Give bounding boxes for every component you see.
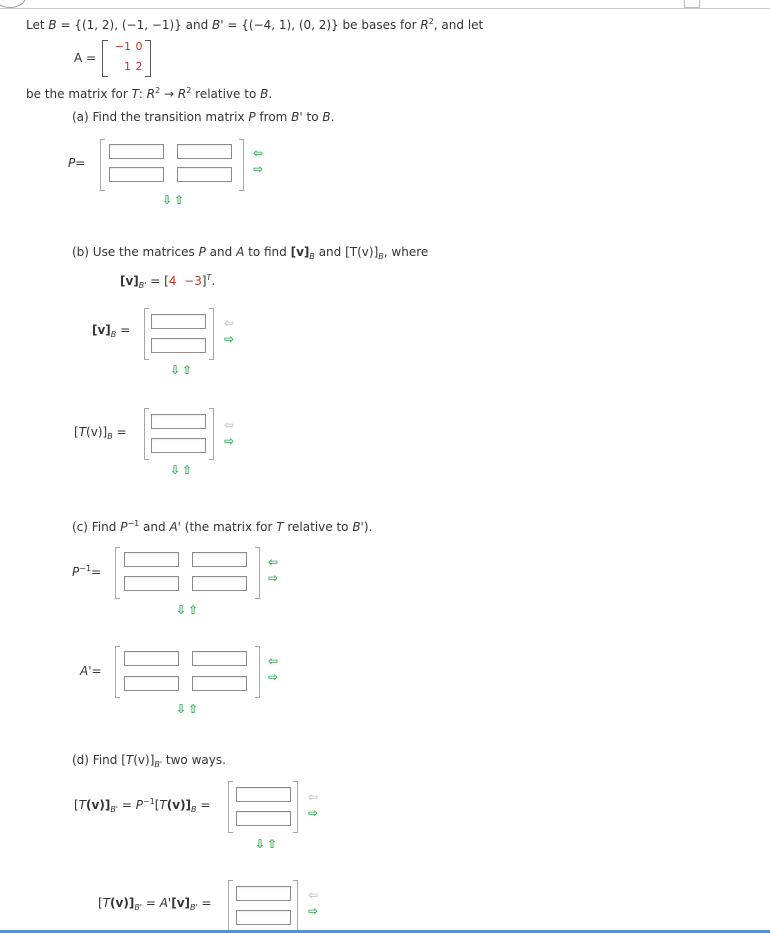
vector-tv-b-entry-1[interactable]: [151, 414, 206, 429]
vector-d1-entry-2[interactable]: [236, 811, 291, 826]
vector-tv-b-add-column-icon[interactable]: ⇦: [223, 418, 235, 432]
vector-d2-right-bracket: [293, 880, 298, 932]
matrix-a-left-bracket: [102, 40, 108, 77]
matrix-p-remove-row-icon[interactable]: ⇧: [174, 193, 185, 207]
part-a-prompt: (a) Find the transition matrix P from B' to B.: [72, 110, 335, 124]
vector-tv-b-entry-2[interactable]: [151, 438, 206, 453]
vector-d1-entry-1[interactable]: [236, 787, 291, 802]
matrix-a-prime-add-row-icon[interactable]: ⇩: [176, 702, 187, 716]
matrix-p-inverse-entry-12[interactable]: [192, 552, 247, 567]
matrix-p-inverse-add-column-icon[interactable]: ⇦: [267, 555, 279, 569]
vector-tv-b-add-row-icon[interactable]: ⇩: [170, 463, 181, 477]
matrix-p-inverse-right-bracket: [255, 547, 260, 599]
vector-tv-b-label: $[T(v)]_B$ =: [74, 425, 127, 441]
part-c-prompt: (c) Find $P^{-1}$ and A' (the matrix for T relative to B').: [72, 519, 373, 534]
top-right-checkbox[interactable]: [684, 0, 700, 8]
vector-v-b-remove-column-icon[interactable]: ⇨: [223, 332, 235, 346]
matrix-a-prime-entry-21[interactable]: [124, 676, 179, 691]
vector-d2-remove-column-icon[interactable]: ⇨: [307, 904, 319, 918]
matrix-p-label: P=: [68, 156, 86, 170]
vector-d2-left-bracket: [228, 880, 233, 932]
vector-d2-entry-1[interactable]: [236, 886, 291, 901]
matrix-p-entry-21[interactable]: [109, 167, 164, 182]
matrix-p-right-bracket: [239, 139, 244, 191]
matrix-a-entry-22: 2: [135, 60, 143, 73]
problem-statement: be the matrix for T: $R^2 \to R^2$ relative to B.: [26, 86, 273, 101]
matrix-a-entry-21: 1: [124, 60, 131, 73]
matrix-p-remove-column-icon[interactable]: ⇨: [252, 162, 264, 176]
vector-v-b-left-bracket: [144, 308, 149, 360]
matrix-p-inverse-add-row-icon[interactable]: ⇩: [176, 603, 187, 617]
vector-d1-add-row-icon[interactable]: ⇩: [255, 837, 266, 851]
matrix-a-label: A =: [74, 51, 97, 65]
matrix-p-add-row-icon[interactable]: ⇩: [162, 193, 173, 207]
vector-d1-remove-row-icon[interactable]: ⇧: [267, 837, 278, 851]
matrix-a-prime-remove-row-icon[interactable]: ⇧: [188, 702, 199, 716]
matrix-a-prime-add-column-icon[interactable]: ⇦: [267, 654, 279, 668]
part-d-prompt: (d) Find $[T(v)]_{B'}$ two ways.: [72, 753, 226, 769]
vector-tv-b-right-bracket: [209, 408, 214, 460]
matrix-a-entry-11: −1: [114, 40, 131, 53]
matrix-p-inverse-entry-22[interactable]: [192, 576, 247, 591]
equation-p-inverse-tv: $[T(v)]_{B'} = P^{-1}[T(v)]_B$ =: [74, 797, 211, 814]
vector-v-b-entry-1[interactable]: [151, 314, 206, 329]
matrix-p-inverse-remove-column-icon[interactable]: ⇨: [267, 571, 279, 585]
vector-v-b-right-bracket: [209, 308, 214, 360]
matrix-p-inverse-remove-row-icon[interactable]: ⇧: [188, 603, 199, 617]
top-left-arc: [0, 0, 26, 8]
matrix-p-inverse-label: $P^{-1}=$: [72, 564, 102, 579]
matrix-a-right-bracket: [145, 40, 151, 77]
problem-header: Let B = {(1, 2), (−1, −1)} and B' = {(−4, 1), (0, 2)} be bases for $R^2$, and let: [26, 17, 484, 32]
vector-d2-add-column-icon[interactable]: ⇦: [307, 888, 319, 902]
vector-v-b-entry-2[interactable]: [151, 338, 206, 353]
matrix-a-prime-entry-22[interactable]: [192, 676, 247, 691]
vector-tv-b-remove-row-icon[interactable]: ⇧: [182, 463, 193, 477]
vector-tv-b-left-bracket: [144, 408, 149, 460]
matrix-p-left-bracket: [100, 139, 105, 191]
matrix-a-prime-label: A'=: [80, 664, 102, 678]
matrix-a-prime-left-bracket: [115, 646, 120, 698]
matrix-p-inverse-left-bracket: [115, 547, 120, 599]
matrix-p-entry-12[interactable]: [177, 144, 232, 159]
matrix-p-entry-11[interactable]: [109, 144, 164, 159]
vector-v-b-remove-row-icon[interactable]: ⇧: [182, 363, 193, 377]
matrix-a-prime-remove-column-icon[interactable]: ⇨: [267, 670, 279, 684]
vector-d1-remove-column-icon[interactable]: ⇨: [307, 806, 319, 820]
vector-d1-right-bracket: [293, 781, 298, 833]
equation-a-prime-v: $[T(v)]_{B'} = A'[v]_{B'}$ =: [98, 896, 212, 912]
matrix-a-prime-entry-12[interactable]: [192, 651, 247, 666]
matrix-p-add-column-icon[interactable]: ⇦: [252, 146, 264, 160]
vector-d2-entry-2[interactable]: [236, 910, 291, 925]
part-b-prompt: (b) Use the matrices P and A to find $[v]_B$ and $[T(v)]_B$, where: [72, 245, 429, 261]
vector-v-b-add-row-icon[interactable]: ⇩: [170, 363, 181, 377]
matrix-a-prime-entry-11[interactable]: [124, 651, 179, 666]
matrix-p-inverse-entry-21[interactable]: [124, 576, 179, 591]
matrix-a-entry-12: 0: [135, 40, 143, 53]
matrix-p-entry-22[interactable]: [177, 167, 232, 182]
given-vector-v: $[v]_{B'} = [4 -3]^T$.: [120, 273, 216, 290]
vector-tv-b-remove-column-icon[interactable]: ⇨: [223, 434, 235, 448]
matrix-a-prime-right-bracket: [255, 646, 260, 698]
vector-d1-add-column-icon[interactable]: ⇦: [307, 790, 319, 804]
matrix-p-inverse-entry-11[interactable]: [124, 552, 179, 567]
vector-v-b-add-column-icon[interactable]: ⇦: [223, 316, 235, 330]
top-frame-bar: [0, 0, 770, 9]
vector-d1-left-bracket: [228, 781, 233, 833]
vector-v-b-label: $[v]_B$ =: [92, 323, 131, 339]
